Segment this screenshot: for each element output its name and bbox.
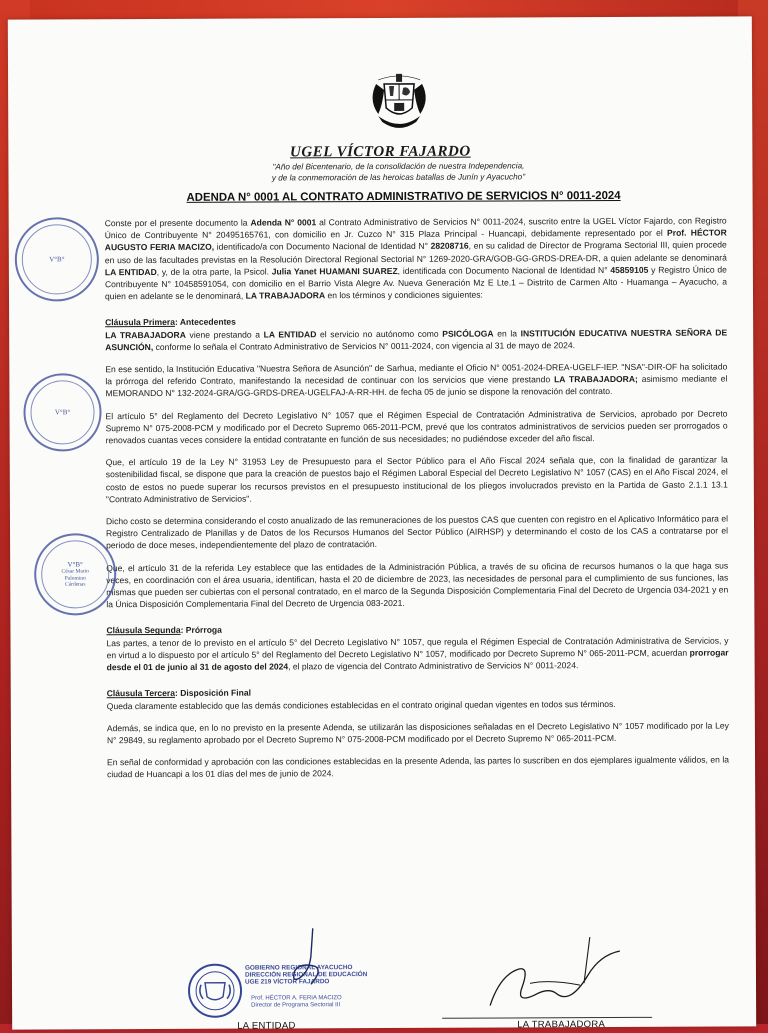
year-motto (188, 160, 608, 184)
clause-1-paragraph-4: Que, el artículo 19 de la Ley N° 31953 Ley de Presupuesto para el Sector Público para el Año Fiscal 2024 señala que, con la finalidad de garantizar la sostenibilidad fiscal, se dispone que para la creación de puestos bajo el Régimen Laboral Especial del Decreto Legislativo N° 1057 (CAS) en el Año Fiscal 2024, el costo de estos no puede superar los recursos previstos en el presupuesto institucional de los pliegos involucrados previsto en la Partida de Gasto 2.1.1 13.1 "Contrato Administrativo de Servicios". (106, 454, 728, 506)
clause-1-paragraph-3: El artículo 5° del Reglamento del Decreto Legislativo N° 1057 que el Régimen Especial de Contratación Administrativa de Servicios, aprobado por Decreto Supremo N° 075-2008-PCM y modificado por el Decreto Supremo 065-2011-PCM, prevé que los contratos administrativos de servicios pueden ser prorrogados o renovados cuantas veces considere la entidad contratante en función de sus necesidades; no pudiéndose exceder del año fiscal. (106, 407, 728, 446)
worker-signature-label: LA TRABAJADORA (517, 1019, 605, 1030)
intro-paragraph: Conste por el presente documento la Adenda N° 0001 al Contrato Administrativo de Servicios N° 0011-2024, suscrito entre la UGEL Víctor Fajardo, con Registro Único de Contribuyente N° 20495165761, con domicilio en Jr. Cuzco N° 315 Plaza Principal - Huancapi, debidamente representado por el Prof. HÉCTOR AUGUSTO FERIA MACIZO, identificado/a con Documento Nacional de Identidad N° 28208716, en su calidad de Director de Programa Sectorial III, quien procede en uso de las facultades previstas en la Resolución Directoral Regional Sectorial N° 1269-2020-GRA/GOB-GG-GRDS-DREA-DR, a quien adelante se denominará LA ENTIDAD, y, de la otra parte, la Psicol. Julia Yanet HUAMANI SUAREZ, identificada con Documento Nacional de Identidad N° 45859105 y Registro Único de Contribuyente N° 10458591054, con domicilio en el Barrio Vista Alegre Av. Nueva Generación Mz E Lte.1 – Distrito de Carmen Alto - Huamanga – Ayacucho, a quien en adelante se le denominará, LA TRABAJADORA en los términos y condiciones siguientes: (105, 214, 727, 302)
clause-2-paragraph: Las partes, a tenor de lo previsto en el artículo 5° del Decreto Legislativo N° 1057, que regula el Régimen Especial de Contratación Administrativa de Servicios, y en virtud a lo dispuesto por el artículo 5° del Reglamento del Decreto Legislativo N° 1057, modificado por Decreto Supremo N° 065-2011-PCM, acuerdan prorrogar desde el 01 de junio al 31 de agosto del 2024, el plazo de vigencia del Contrato Administrativo de Servicios N° 0011-2024. (106, 634, 728, 673)
entity-seal-text: GOBIERNO REGIONAL AYACUCHO DIRECCIÓN REGIONAL DE EDUCACIÓN UGE 219 VÍCTOR FAJARDO (245, 964, 367, 986)
entity-signature-label: LA ENTIDAD (237, 1020, 295, 1031)
clause-1-heading: Cláusula Primera: Antecedentes (105, 314, 727, 329)
stamp-2-text: V°B° (55, 408, 70, 416)
clause-3-paragraph-3: En señal de conformidad y aprobación con las condiciones establecidas en la presente Adenda, las partes lo suscriben en dos ejemplares igualmente válidos, en la ciudad de Huancapi a los 01 días del mes de junio de 2024. (107, 754, 729, 781)
approval-stamp-3 (34, 533, 116, 615)
motto-line-2: y de la conmemoración de las heroicas batallas de Junín y Ayacucho" (188, 171, 608, 184)
clause-1-paragraph-5: Dicho costo se determina considerando el costo anualizado de las remuneraciones de los puestos CAS que cuenten con registro en el Aplicativo Informático para el Registro Centralizado de Planillas y de Datos de los Recursos Humanos del Sector Público (AIRHSP) y determinando el costo de los CAS a contratarse por el periodo de doce meses, independientemente del plazo de contratación. (106, 513, 728, 552)
approval-stamp-1 (15, 217, 99, 301)
stamp-3-text: V°B° César Mario Palomino Cárdenas (54, 560, 96, 588)
director-name-stamp: Prof. HÉCTOR A. FERIA MACIZO Director de Programa Sectorial III (251, 995, 342, 1009)
approval-stamp-2 (23, 373, 101, 451)
clause-1-paragraph-6: Que, el artículo 31 de la referida Ley establece que las entidades de la Administración Pública, a través de su oficina de recursos humanos o la que haga sus veces, en coordinación con el área usuaria, identifican, hasta el 20 de diciembre de 2023, las necesidades de personal para el cumplimiento de sus funciones, las mismas que pueden ser cubiertas con el personal contratado, en el marco de la Segunda Disposición Complementaria Final del Decreto de Urgencia 034-2021 y en la Única Disposición Complementaria Final del Decreto de Urgencia 083-2021. (106, 559, 728, 611)
document-page (8, 16, 756, 1029)
entity-signature-block (187, 962, 427, 1023)
document-title: ADENDA N° 0001 AL CONTRATO ADMINISTRATIVO DE SERVICIOS N° 0011-2024 (159, 190, 649, 204)
stamp-1-text: V°B° (49, 255, 64, 263)
entity-seal-icon (187, 963, 243, 1019)
document-body (105, 214, 729, 790)
organization-name: UGEL VÍCTOR FAJARDO (8, 142, 752, 162)
clause-3-paragraph-1: Queda claramente establecido que las demás condiciones establecidas en el contrato original quedan vigentes en todos sus términos. (107, 697, 729, 712)
clause-3-paragraph-2: Además, se indica que, en lo no previsto en la presente Adenda, se utilizarán las disposiciones señaladas en el Decreto Legislativo N° 1057 modificado por la Ley N° 29849, su reglamento aprobado por el Decreto Supremo N° 075-2008-PCM modificado por el Decreto Supremo N° 065-2011-PCM. (107, 719, 729, 746)
clause-3-heading: Cláusula Tercera: Disposición Final (107, 685, 729, 700)
clause-2-heading: Cláusula Segunda: Prórroga (106, 622, 728, 637)
clause-1-paragraph-1: LA TRABAJADORA viene prestando a LA ENTIDAD el servicio no autónomo como PSICÓLOGA en la INSTITUCIÓN EDUCATIVA NUESTRA SEÑORA DE ASUNCIÓN, conforme lo señala el Contrato Administrativo de Servicios N° 0011-2024, con vigencia al 31 de mayo de 2024. (105, 326, 727, 353)
peru-coat-of-arms-icon (364, 70, 434, 142)
motto-line-1: "Año del Bicentenario, de la consolidación de nuestra Independencia, (188, 160, 608, 173)
director-signature-icon (271, 926, 341, 1006)
clause-1-paragraph-2: En ese sentido, la Institución Educativa "Nuestra Señora de Asunción" de Sarhua, mediante el Oficio N° 0051-2024-DREA-UGELF-IEP. "NSA"-DIR-OF ha solicitado la prórroga del referido Contrato, manifestando la necesidad de continuar con los servicios que viene prestando LA TRABAJADORA; asimismo mediante el MEMORANDO N° 132-2024-GRA/GG-GRDS-DREA-UGELFAJ-A-RR-HH. de fecha 05 de junio se dispone la renovación del contrato. (105, 361, 727, 400)
worker-signature-icon (460, 935, 650, 1018)
